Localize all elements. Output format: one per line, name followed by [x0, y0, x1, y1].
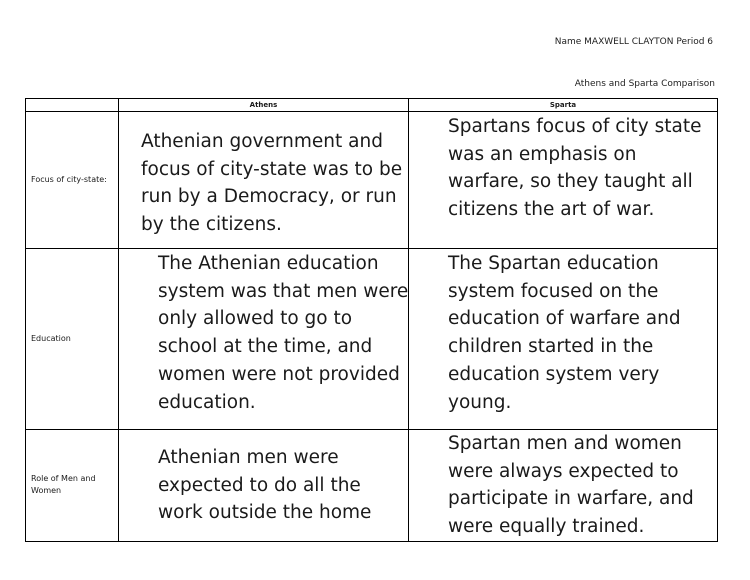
- text-line: participate in warfare, and: [448, 488, 694, 510]
- cell-sparta-education: [409, 249, 718, 430]
- text-line: Athenian government and: [141, 131, 383, 152]
- text-line: school at the time, and: [158, 336, 373, 358]
- row-label-roles: [26, 430, 119, 542]
- text-line: Spartan men and women: [448, 433, 682, 454]
- cell-athens-education: [119, 249, 409, 430]
- document-subtitle: Athens and Sparta Comparison: [574, 79, 715, 89]
- comparison-table: [25, 98, 718, 542]
- text-line: citizens the art of war.: [448, 199, 655, 221]
- text-line: education.: [158, 391, 256, 413]
- row-label-education: Education: [26, 249, 119, 430]
- text-line: by the citizens.: [141, 214, 282, 236]
- header-blank: [26, 99, 119, 112]
- text-line: children started in the: [448, 336, 654, 358]
- text-line: The Spartan education: [448, 253, 659, 274]
- table-row-focus: [26, 112, 718, 249]
- student-name-period: Name MAXWELL CLAYTON Period 6: [554, 37, 713, 47]
- label-line: Women: [31, 486, 62, 496]
- text-line: young.: [448, 391, 512, 413]
- text-line: were always expected to: [448, 460, 679, 482]
- text-line: education of warfare and: [448, 308, 681, 330]
- text-line: focus of city-state was to be: [141, 158, 403, 180]
- header-sparta: Sparta: [409, 99, 718, 112]
- cell-sparta-focus: [409, 112, 718, 249]
- text-line: work outside the home: [158, 502, 372, 524]
- text-line: education system very: [448, 363, 660, 385]
- cell-athens-roles: [119, 430, 409, 542]
- text-line: system focused on the: [448, 280, 659, 302]
- text-line: system was that men were: [158, 280, 409, 302]
- table-row-roles: [26, 430, 718, 542]
- table-header-row: [26, 99, 718, 112]
- label-line: Role of Men and: [31, 474, 96, 484]
- text-line: run by a Democracy, or run: [141, 186, 397, 208]
- header-athens: Athens: [119, 99, 409, 112]
- text-line: were equally trained.: [448, 516, 645, 538]
- text-line: expected to do all the: [158, 474, 361, 496]
- text-line: was an emphasis on: [448, 143, 637, 165]
- text-line: The Athenian education: [158, 253, 379, 274]
- text-line: warfare, so they taught all: [448, 171, 693, 193]
- text-line: women were not provided: [158, 363, 400, 385]
- text-line: Athenian men were: [158, 447, 339, 468]
- text-line: Spartans focus of city state: [448, 116, 702, 137]
- cell-sparta-roles: [409, 430, 718, 542]
- cell-athens-focus: [119, 112, 409, 249]
- table-row-education: [26, 249, 718, 430]
- text-line: only allowed to go to: [158, 308, 353, 330]
- row-label-focus: Focus of city-state:: [26, 112, 119, 249]
